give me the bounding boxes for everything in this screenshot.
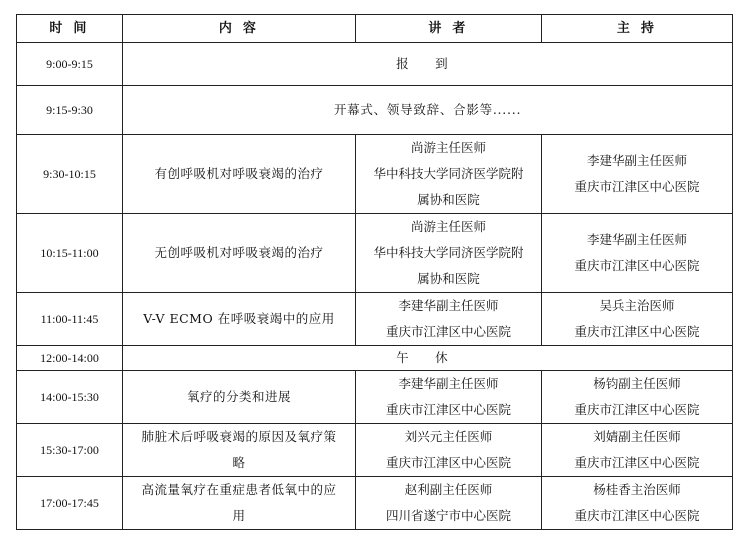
time-cell: 10:15-11:00: [17, 214, 123, 293]
speaker-line: 尚游主任医师: [410, 140, 486, 155]
schedule-table: [16, 14, 733, 530]
topic-line: 用: [232, 508, 246, 523]
speaker-line: 李建华副主任医师: [398, 376, 499, 391]
time-cell: 9:00-9:15: [17, 43, 123, 86]
time-cell: 14:00-15:30: [17, 371, 123, 424]
host-line: 重庆市江津区中心医院: [574, 508, 700, 523]
table-row: [17, 43, 733, 86]
host-cell: [542, 424, 733, 477]
topic-cell: [123, 424, 356, 477]
topic-line: 高流量氧疗在重症患者低氧中的应: [141, 482, 337, 497]
table-row: [17, 477, 733, 530]
topic-cell: [123, 214, 356, 293]
host-line: 重庆市江津区中心医院: [574, 258, 700, 273]
time-cell: 11:00-11:45: [17, 293, 123, 346]
host-line: 杨钧副主任医师: [593, 376, 681, 391]
topic-line: 略: [232, 455, 246, 470]
table-row: [17, 346, 733, 371]
host-cell: [542, 293, 733, 346]
host-line: 刘婧副主任医师: [593, 429, 681, 444]
speaker-line: 重庆市江津区中心医院: [385, 402, 511, 417]
host-line: 李建华副主任医师: [586, 232, 687, 247]
table-row: [17, 371, 733, 424]
topic-line: V-V ECMO 在呼吸衰竭中的应用: [143, 311, 335, 326]
header-content: 内 容: [123, 15, 356, 43]
speaker-cell: [356, 135, 542, 214]
host-line: 重庆市江津区中心医院: [574, 402, 700, 417]
speaker-line: 四川省遂宁市中心医院: [385, 508, 511, 523]
table-row: [17, 135, 733, 214]
host-cell: [542, 371, 733, 424]
host-line: 吴兵主治医师: [599, 298, 675, 313]
speaker-line: 华中科技大学同济医学院附: [373, 166, 524, 181]
host-cell: [542, 214, 733, 293]
topic-cell: [123, 371, 356, 424]
header-host: 主 持: [542, 15, 733, 43]
speaker-line: 属协和医院: [417, 192, 480, 207]
speaker-cell: [356, 371, 542, 424]
speaker-cell: [356, 477, 542, 530]
speaker-line: 刘兴元主任医师: [404, 429, 493, 444]
table-row: [17, 214, 733, 293]
host-line: 重庆市江津区中心医院: [574, 324, 700, 339]
topic-cell: [123, 293, 356, 346]
host-cell: [542, 477, 733, 530]
header-time: 时 间: [17, 15, 123, 43]
topic-cell: [123, 477, 356, 530]
time-cell: 17:00-17:45: [17, 477, 123, 530]
header-row: [17, 15, 733, 43]
speaker-cell: [356, 293, 542, 346]
host-line: 重庆市江津区中心医院: [574, 455, 700, 470]
table-row: [17, 424, 733, 477]
speaker-line: 重庆市江津区中心医院: [385, 455, 511, 470]
time-cell: 9:30-10:15: [17, 135, 123, 214]
topic-cell: [123, 135, 356, 214]
session-cell: 开幕式、领导致辞、合影等......: [123, 86, 733, 135]
speaker-line: 赵利副主任医师: [404, 482, 493, 497]
host-cell: [542, 135, 733, 214]
host-line: 李建华副主任医师: [586, 153, 687, 168]
time-cell: 9:15-9:30: [17, 86, 123, 135]
speaker-line: 属协和医院: [417, 271, 480, 286]
speaker-line: 重庆市江津区中心医院: [385, 324, 511, 339]
session-cell: 午 休: [123, 346, 733, 371]
header-speaker: 讲 者: [356, 15, 542, 43]
table-row: [17, 293, 733, 346]
speaker-cell: [356, 424, 542, 477]
speaker-line: 华中科技大学同济医学院附: [373, 245, 524, 260]
time-cell: 12:00-14:00: [17, 346, 123, 371]
host-line: 重庆市江津区中心医院: [574, 179, 700, 194]
time-cell: 15:30-17:00: [17, 424, 123, 477]
speaker-line: 尚游主任医师: [410, 219, 486, 234]
topic-line: 肺脏术后呼吸衰竭的原因及氧疗策: [141, 429, 337, 444]
topic-line: 有创呼吸机对呼吸衰竭的治疗: [154, 166, 324, 181]
host-line: 杨桂香主治医师: [593, 482, 681, 497]
topic-line: 无创呼吸机对呼吸衰竭的治疗: [154, 245, 324, 260]
speaker-cell: [356, 214, 542, 293]
topic-line: 氧疗的分类和进展: [186, 389, 291, 404]
session-cell: 报 到: [123, 43, 733, 86]
speaker-line: 李建华副主任医师: [398, 298, 499, 313]
table-row: [17, 86, 733, 135]
